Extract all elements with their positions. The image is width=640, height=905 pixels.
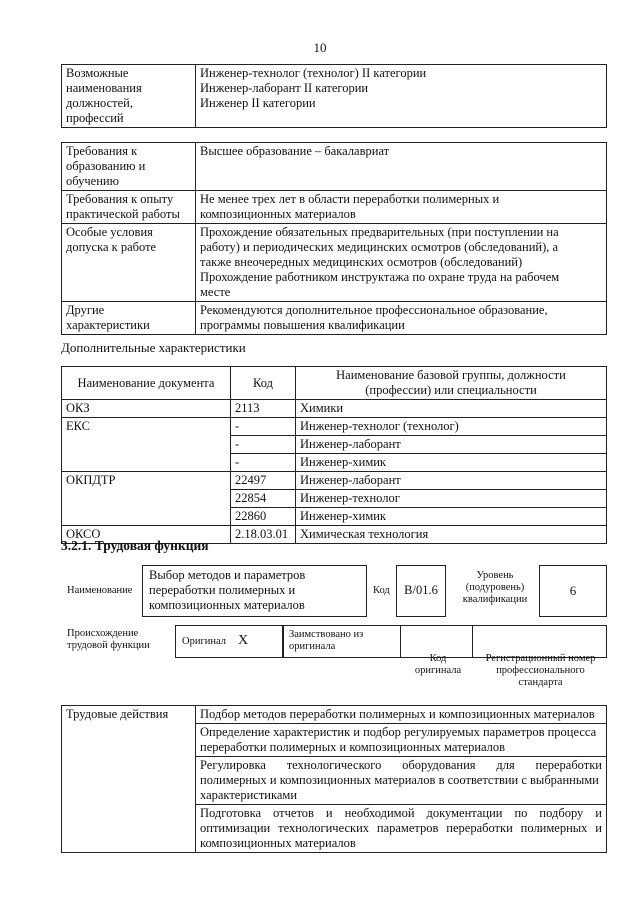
qualifications-label: Возможные наименования должностей, профессий xyxy=(62,65,196,128)
table-row xyxy=(62,400,607,418)
borrowed-label: Заимствовано из оригинала xyxy=(289,629,364,652)
code-cell: - xyxy=(231,454,296,472)
reg-caption: Регистрационный номер профессионального стандарта xyxy=(485,653,596,688)
code-cell: - xyxy=(231,436,296,454)
level-label: Уровень (подуровень) квалификации xyxy=(462,570,528,605)
name-cell: Химики xyxy=(296,400,607,418)
page-number: 10 xyxy=(313,40,327,55)
original-box xyxy=(175,625,283,658)
name-cell: Инженер-технолог (технолог) xyxy=(296,418,607,436)
requirement-row xyxy=(62,224,607,302)
qualifications-table xyxy=(61,64,607,128)
name-cell: Инженер-лаборант xyxy=(296,436,607,454)
name-cell: Инженер-химик xyxy=(296,454,607,472)
requirement-label: Другие характеристики xyxy=(62,302,196,335)
requirement-value: Не менее трех лет в области переработки полимерных и композиционных материалов xyxy=(196,191,607,224)
table-row xyxy=(62,472,607,490)
labor-action-item: Подбор методов переработки полимерных и композиционных материалов xyxy=(196,706,607,724)
requirement-row xyxy=(62,143,607,191)
additional-header-row xyxy=(62,367,607,400)
requirement-value: Прохождение обязательных предварительных (при поступлении на работу) и периодических медицинских осмотров (обследований), а также внеочередных медицинских осмотров (обследований) Прохождение работником инструктажа по охране труда на рабочем месте xyxy=(196,224,607,302)
header-doc: Наименование документа xyxy=(62,367,231,400)
code-cell: 22497 xyxy=(231,472,296,490)
function-name-label: Наименование xyxy=(67,585,133,596)
level-box: 6 xyxy=(539,565,607,617)
code-caption: Код оригинала xyxy=(414,653,462,676)
code-cell: 22860 xyxy=(231,508,296,526)
code-cell: 2113 xyxy=(231,400,296,418)
name-cell: Инженер-лаборант xyxy=(296,472,607,490)
qualifications-values: Инженер-технолог (технолог) II категории Инженер-лаборант II категории Инженер II категории xyxy=(196,65,607,128)
requirement-label: Особые условия допуска к работе xyxy=(62,224,196,302)
doc-cell: ЕКС xyxy=(62,418,231,472)
requirement-value: Высшее образование – бакалавриат xyxy=(196,143,607,191)
requirement-label: Требования к опыту практической работы xyxy=(62,191,196,224)
function-code-label: Код xyxy=(373,585,390,596)
labor-action-item: Регулировка технологического оборудования для переработки полимерных и композиционных материалов в соответствии с выбранными характеристиками xyxy=(196,757,607,805)
labor-action-item: Подготовка отчетов и необходимой документации по подбору и оптимизации технологических параметров переработки полимерных и композиционных материалов xyxy=(196,805,607,853)
original-label: Оригинал xyxy=(182,636,226,647)
function-code-box: B/01.6 xyxy=(396,565,446,617)
table-row xyxy=(62,418,607,436)
labor-actions-table xyxy=(61,705,607,853)
doc-cell: ОКЗ xyxy=(62,400,231,418)
labor-action-row xyxy=(62,706,607,724)
code-cell: 22854 xyxy=(231,490,296,508)
function-name-box: Выбор методов и параметров переработки полимерных и композиционных материалов xyxy=(142,565,367,617)
name-cell: Химическая технология xyxy=(296,526,607,544)
doc-cell: ОКСО xyxy=(62,526,231,544)
header-name: Наименование базовой группы, должности (профессии) или специальности xyxy=(296,367,607,400)
doc-cell: ОКПДТР xyxy=(62,472,231,526)
labor-action-item: Определение характеристик и подбор регулируемых параметров процесса переработки полимерных и композиционных материалов xyxy=(196,724,607,757)
code-cell: 2.18.03.01 xyxy=(231,526,296,544)
requirement-row xyxy=(62,302,607,335)
name-cell: Инженер-технолог xyxy=(296,490,607,508)
header-code: Код xyxy=(231,367,296,400)
labor-actions-label: Трудовые действия xyxy=(62,706,196,853)
original-mark: X xyxy=(238,633,249,648)
requirement-label: Требования к образованию и обучению xyxy=(62,143,196,191)
origin-label: Происхождение трудовой функции xyxy=(67,628,150,651)
function-heading: 3.2.1. Трудовая функция xyxy=(61,538,209,553)
borrowed-box xyxy=(283,625,401,658)
additional-table xyxy=(61,366,607,544)
requirement-value: Рекомендуются дополнительное профессиональное образование, программы повышения квалификации xyxy=(196,302,607,335)
code-cell: - xyxy=(231,418,296,436)
additional-heading: Дополнительные характеристики xyxy=(61,340,246,355)
requirement-row xyxy=(62,191,607,224)
name-cell: Инженер-химик xyxy=(296,508,607,526)
requirements-table xyxy=(61,142,607,335)
